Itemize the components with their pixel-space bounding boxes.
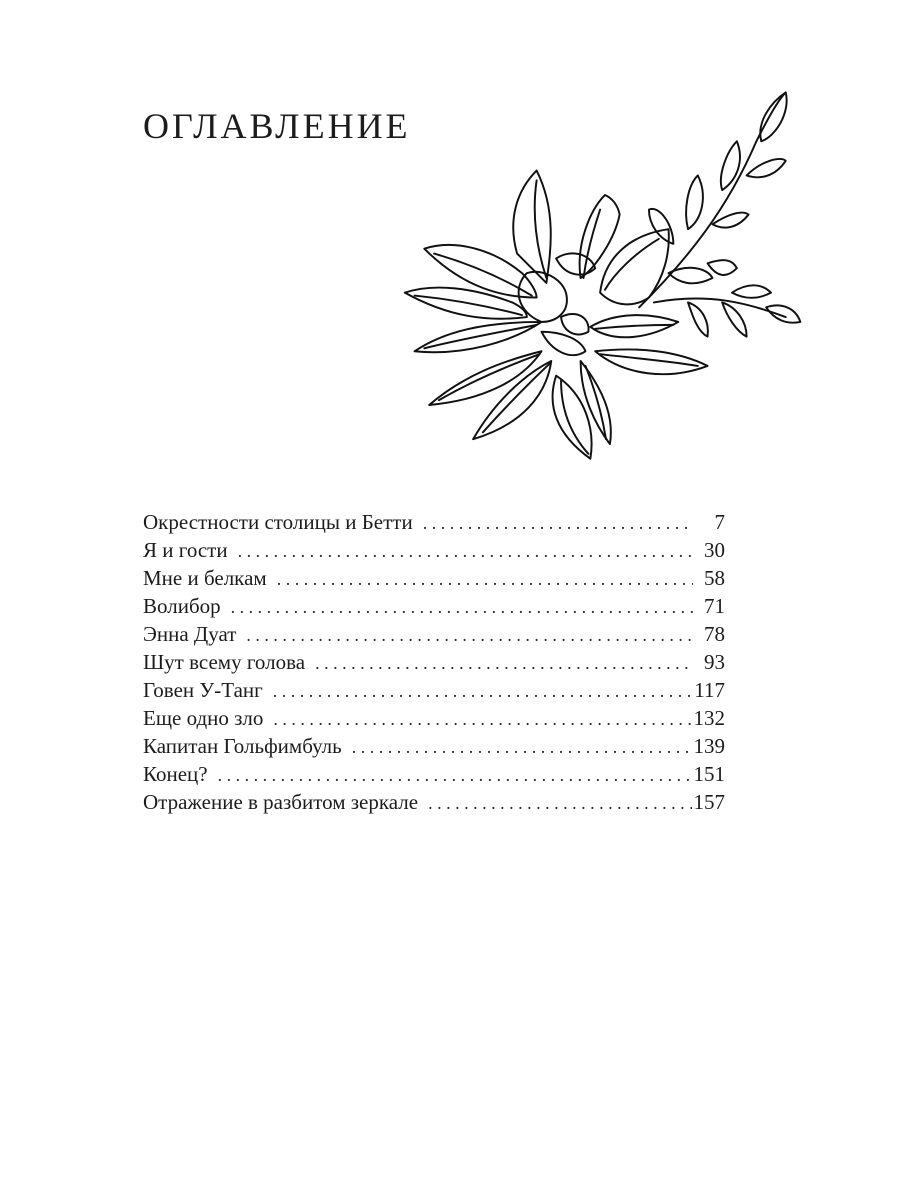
toc-entry-page: 139	[693, 734, 725, 758]
toc-entry[interactable]	[143, 508, 725, 536]
toc-entry-title: Волибор	[143, 594, 221, 618]
toc-entry-page: 93	[704, 650, 725, 674]
toc-entry-title: Я и гости	[143, 538, 228, 562]
dot-leader	[315, 649, 693, 677]
toc-entry[interactable]	[143, 620, 725, 648]
toc-entry-page: 132	[693, 706, 725, 730]
toc-entry-page: 30	[704, 538, 725, 562]
toc-entry-title: Конец?	[143, 762, 208, 786]
toc-entry-title: Еще одно зло	[143, 706, 264, 730]
dot-leader	[423, 509, 693, 537]
toc-entry-title: Энна Дуат	[143, 622, 237, 646]
toc-entry[interactable]	[143, 592, 725, 620]
toc-entry[interactable]	[143, 536, 725, 564]
table-of-contents	[143, 508, 725, 816]
toc-entry[interactable]	[143, 760, 725, 788]
dot-leader	[238, 537, 693, 565]
dot-leader	[428, 789, 691, 817]
toc-entry-page: 117	[694, 678, 725, 702]
toc-entry-page: 151	[693, 762, 725, 786]
toc-entry-title: Шут всему голова	[143, 650, 306, 674]
toc-entry-title: Окрестности столицы и Бетти	[143, 510, 413, 534]
toc-entry[interactable]	[143, 564, 725, 592]
dot-leader	[246, 621, 693, 649]
toc-entry[interactable]	[143, 704, 725, 732]
toc-entry-title: Отражение в разбитом зеркале	[143, 790, 419, 814]
dot-leader	[352, 733, 692, 761]
toc-entry[interactable]	[143, 676, 725, 704]
dot-leader	[231, 593, 693, 621]
flower-illustration-icon	[395, 82, 815, 474]
toc-entry-title: Капитан Гольфимбуль	[143, 734, 342, 758]
toc-entry-page: 58	[704, 566, 725, 590]
toc-entry-page: 157	[693, 790, 725, 814]
toc-entry-title: Мне и белкам	[143, 566, 267, 590]
toc-entry[interactable]	[143, 788, 725, 816]
dot-leader	[273, 705, 691, 733]
toc-entry[interactable]	[143, 648, 725, 676]
dot-leader	[277, 565, 693, 593]
page-title: ОГЛАВЛЕНИЕ	[143, 106, 411, 146]
toc-entry-page: 78	[704, 622, 725, 646]
toc-entry[interactable]	[143, 732, 725, 760]
toc-entry-page: 71	[704, 594, 725, 618]
dot-leader	[218, 761, 692, 789]
dot-leader	[273, 677, 693, 705]
toc-entry-page: 7	[714, 510, 725, 534]
toc-entry-title: Говен У-Танг	[143, 678, 263, 702]
